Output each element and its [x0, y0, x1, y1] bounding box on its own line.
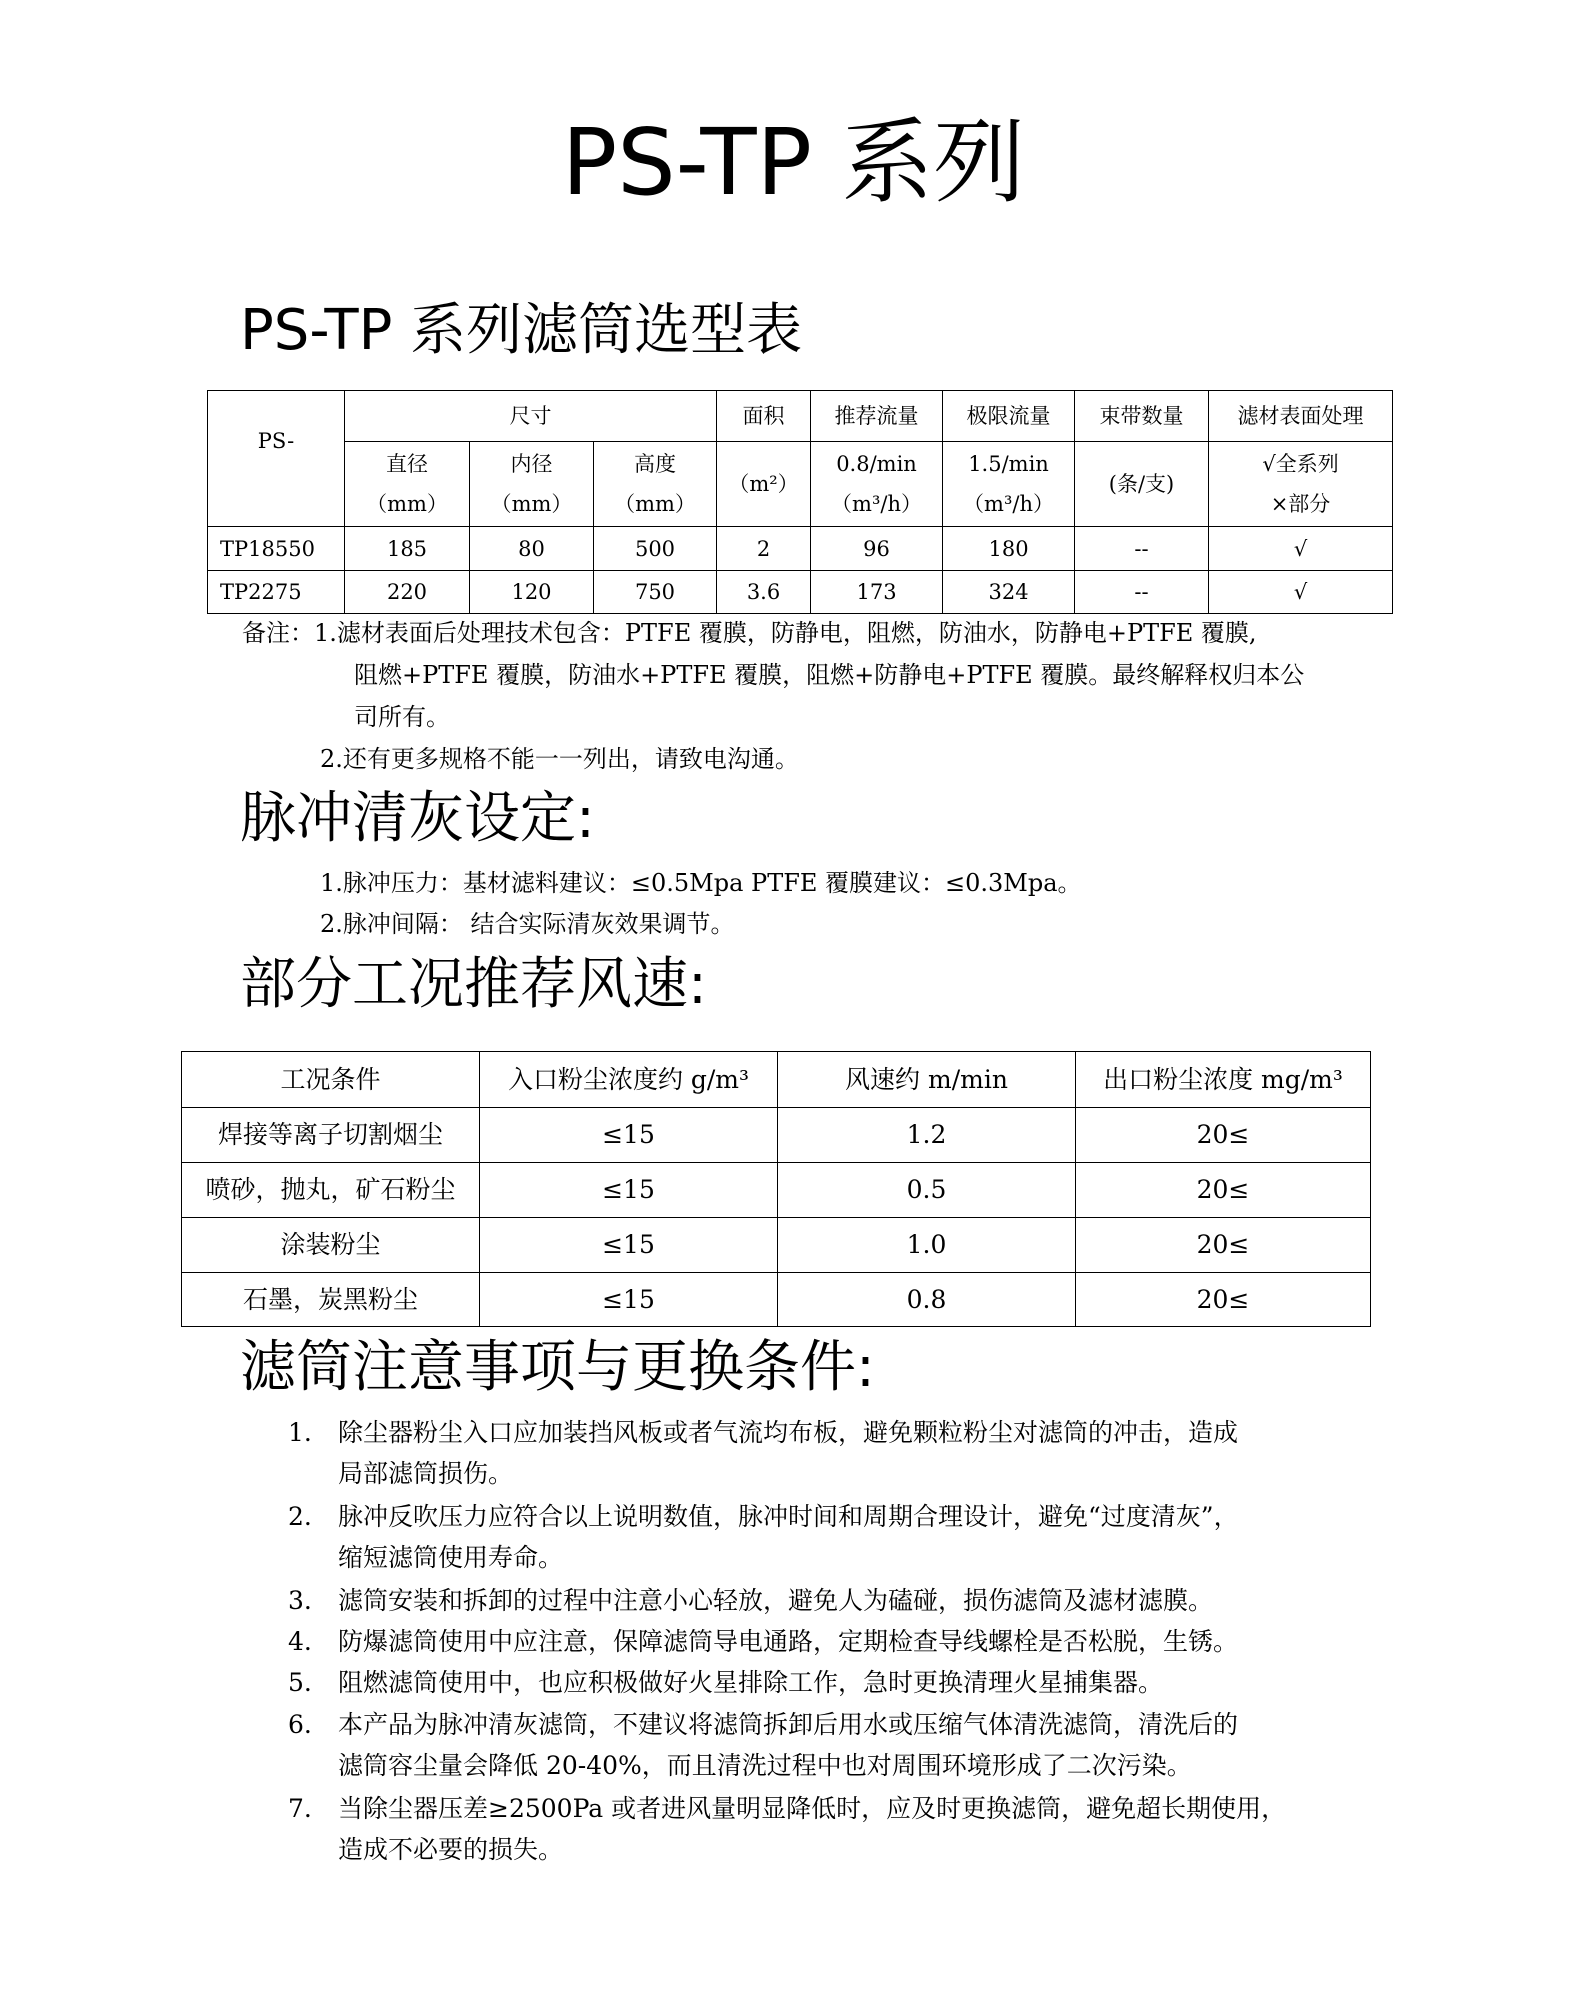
max-flow-unit: （m³/h）: [963, 492, 1054, 516]
header-condition: 工况条件: [182, 1052, 480, 1108]
table-row: [182, 1108, 1371, 1163]
list-item-text: 当除尘器压差≥2500Pa 或者进风量明显降低时，应及时更换滤筒，避免超长期使用，: [338, 1794, 1287, 1823]
section-heading-wind-speed: 部分工况推荐风速:: [240, 952, 707, 1017]
cell-condition: 涂装粉尘: [182, 1218, 480, 1273]
section-heading-pulse-settings: 脉冲清灰设定:: [240, 786, 595, 851]
list-item-number: 6.: [288, 1710, 312, 1739]
list-item-text: 缩短滤筒使用寿命。: [338, 1543, 564, 1572]
cell-speed: 1.2: [778, 1108, 1076, 1163]
list-item-text: 脉冲反吹压力应符合以上说明数值，脉冲时间和周期合理设计，避免“过度清灰”，: [338, 1502, 1239, 1531]
cell-inlet: ≤15: [480, 1273, 778, 1327]
header-area: 面积: [717, 391, 811, 442]
cell-height: 500: [594, 527, 717, 571]
surface-partial-label: ×部分: [1270, 492, 1331, 516]
cell-outlet: 20≤: [1076, 1108, 1371, 1163]
header-inlet: 入口粉尘浓度约 g/m³: [480, 1052, 778, 1108]
note-1-line-3: 司所有。: [354, 703, 450, 731]
cell-diameter: 185: [345, 527, 470, 571]
cell-inner: 80: [470, 527, 594, 571]
note-2: 2.还有更多规格不能一一列出，请致电沟通。: [320, 745, 799, 773]
table-row: [182, 1273, 1371, 1327]
cell-outlet: 20≤: [1076, 1218, 1371, 1273]
cell-bands: --: [1075, 571, 1209, 614]
list-item-number: 2.: [288, 1502, 312, 1531]
cell-speed: 0.5: [778, 1163, 1076, 1218]
list-item-text: 阻燃滤筒使用中，也应积极做好火星排除工作，急时更换清理火星捕集器。: [338, 1668, 1164, 1697]
cell-outlet: 20≤: [1076, 1163, 1371, 1218]
pulse-item-1: 1.脉冲压力：基材滤料建议：≤0.5Mpa PTFE 覆膜建议：≤0.3Mpa。: [320, 869, 1082, 897]
cell-inlet: ≤15: [480, 1108, 778, 1163]
header-surface: 滤材表面处理: [1209, 391, 1393, 442]
cell-area: 3.6: [717, 571, 811, 614]
list-item-number: 3.: [288, 1586, 312, 1615]
diameter-unit: （mm）: [366, 492, 448, 516]
inner-label: 内径: [510, 452, 553, 476]
list-item-number: 7.: [288, 1794, 312, 1823]
header-rec-flow: 推荐流量: [811, 391, 943, 442]
cell-speed: 0.8: [778, 1273, 1076, 1327]
inner-unit: （mm）: [490, 492, 573, 516]
page-title: PS-TP 系列: [561, 109, 1026, 216]
max-flow-rate: 1.5/min: [968, 452, 1049, 476]
list-item-number: 1.: [288, 1418, 312, 1447]
header-size: 尺寸: [345, 391, 717, 442]
height-label: 高度: [634, 452, 676, 476]
cell-condition: 焊接等离子切割烟尘: [182, 1108, 480, 1163]
header-max-flow-detail: [943, 442, 1075, 527]
section-heading-selection-table: PS-TP 系列滤筒选型表: [240, 298, 803, 363]
header-rec-flow-detail: [811, 442, 943, 527]
header-diameter: [345, 442, 470, 527]
cell-bands: --: [1075, 527, 1209, 571]
diameter-label: 直径: [386, 452, 428, 476]
header-outlet: 出口粉尘浓度 mg/m³: [1076, 1052, 1371, 1108]
header-max-flow: 极限流量: [943, 391, 1075, 442]
cell-model: TP18550: [208, 527, 345, 571]
cell-condition: 石墨，炭黑粉尘: [182, 1273, 480, 1327]
header-surface-legend: [1209, 442, 1393, 527]
cell-rec-flow: 96: [811, 527, 943, 571]
notes-block: [242, 612, 1257, 654]
list-item-text: 除尘器粉尘入口应加装挡风板或者气流均布板，避免颗粒粉尘对滤筒的冲击，造成: [338, 1418, 1239, 1447]
header-bands: 束带数量: [1075, 391, 1209, 442]
list-item-text: 防爆滤筒使用中应注意，保障滤筒导电通路，定期检查导线螺栓是否松脱，生锈。: [338, 1627, 1239, 1656]
header-inner: [470, 442, 594, 527]
section-heading-precautions: 滤筒注意事项与更换条件:: [240, 1335, 875, 1400]
cell-model: TP2275: [208, 571, 345, 614]
list-item-number: 5.: [288, 1668, 312, 1697]
list-item-text: 本产品为脉冲清灰滤筒，不建议将滤筒拆卸后用水或压缩气体清洗滤筒，清洗后的: [338, 1710, 1239, 1739]
rec-flow-unit: （m³/h）: [831, 492, 922, 516]
list-item-text: 局部滤筒损伤。: [338, 1459, 514, 1488]
list-item-number: 4.: [288, 1627, 312, 1656]
surface-all-label: √全系列: [1262, 452, 1339, 476]
header-height: [594, 442, 717, 527]
cell-surface: √: [1209, 571, 1393, 614]
list-item-text: 造成不必要的损失。: [338, 1835, 564, 1864]
cell-max-flow: 324: [943, 571, 1075, 614]
precautions-list: [288, 1412, 1368, 1872]
cell-height: 750: [594, 571, 717, 614]
note-1-line-1: 1.滤材表面后处理技术包含：PTFE 覆膜，防静电，阻燃，防油水，防静电+PTFE 覆膜,: [314, 619, 1257, 647]
selection-table: [207, 390, 1393, 614]
cell-diameter: 220: [345, 571, 470, 614]
cell-speed: 1.0: [778, 1218, 1076, 1273]
pulse-item-2: 2.脉冲间隔： 结合实际清灰效果调节。: [320, 910, 735, 938]
header-model: PS-: [208, 391, 345, 527]
cell-surface: √: [1209, 527, 1393, 571]
header-speed: 风速约 m/min: [778, 1052, 1076, 1108]
cell-inner: 120: [470, 571, 594, 614]
table-row: [208, 527, 1393, 571]
table-row: [182, 1218, 1371, 1273]
table-row: [208, 571, 1393, 614]
cell-max-flow: 180: [943, 527, 1075, 571]
cell-condition: 喷砂，抛丸，矿石粉尘: [182, 1163, 480, 1218]
header-area-unit: （m²）: [717, 442, 811, 527]
rec-flow-rate: 0.8/min: [836, 452, 917, 476]
list-item-text: 滤筒安装和拆卸的过程中注意小心轻放，避免人为磕碰，损伤滤筒及滤材滤膜。: [338, 1586, 1214, 1615]
cell-rec-flow: 173: [811, 571, 943, 614]
header-bands-unit: (条/支): [1075, 442, 1209, 527]
cell-inlet: ≤15: [480, 1218, 778, 1273]
note-1-line-2: 阻燃+PTFE 覆膜，防油水+PTFE 覆膜，阻燃+防静电+PTFE 覆膜。最终解释权归本公: [354, 661, 1305, 689]
notes-label: 备注：: [242, 619, 314, 647]
cell-area: 2: [717, 527, 811, 571]
height-unit: （mm）: [614, 492, 696, 516]
list-item-text: 滤筒容尘量会降低 20-40%，而且清洗过程中也对周围环境形成了二次污染。: [338, 1751, 1192, 1780]
wind-speed-table: [181, 1051, 1371, 1327]
table-row: [182, 1163, 1371, 1218]
cell-outlet: 20≤: [1076, 1273, 1371, 1327]
cell-inlet: ≤15: [480, 1163, 778, 1218]
